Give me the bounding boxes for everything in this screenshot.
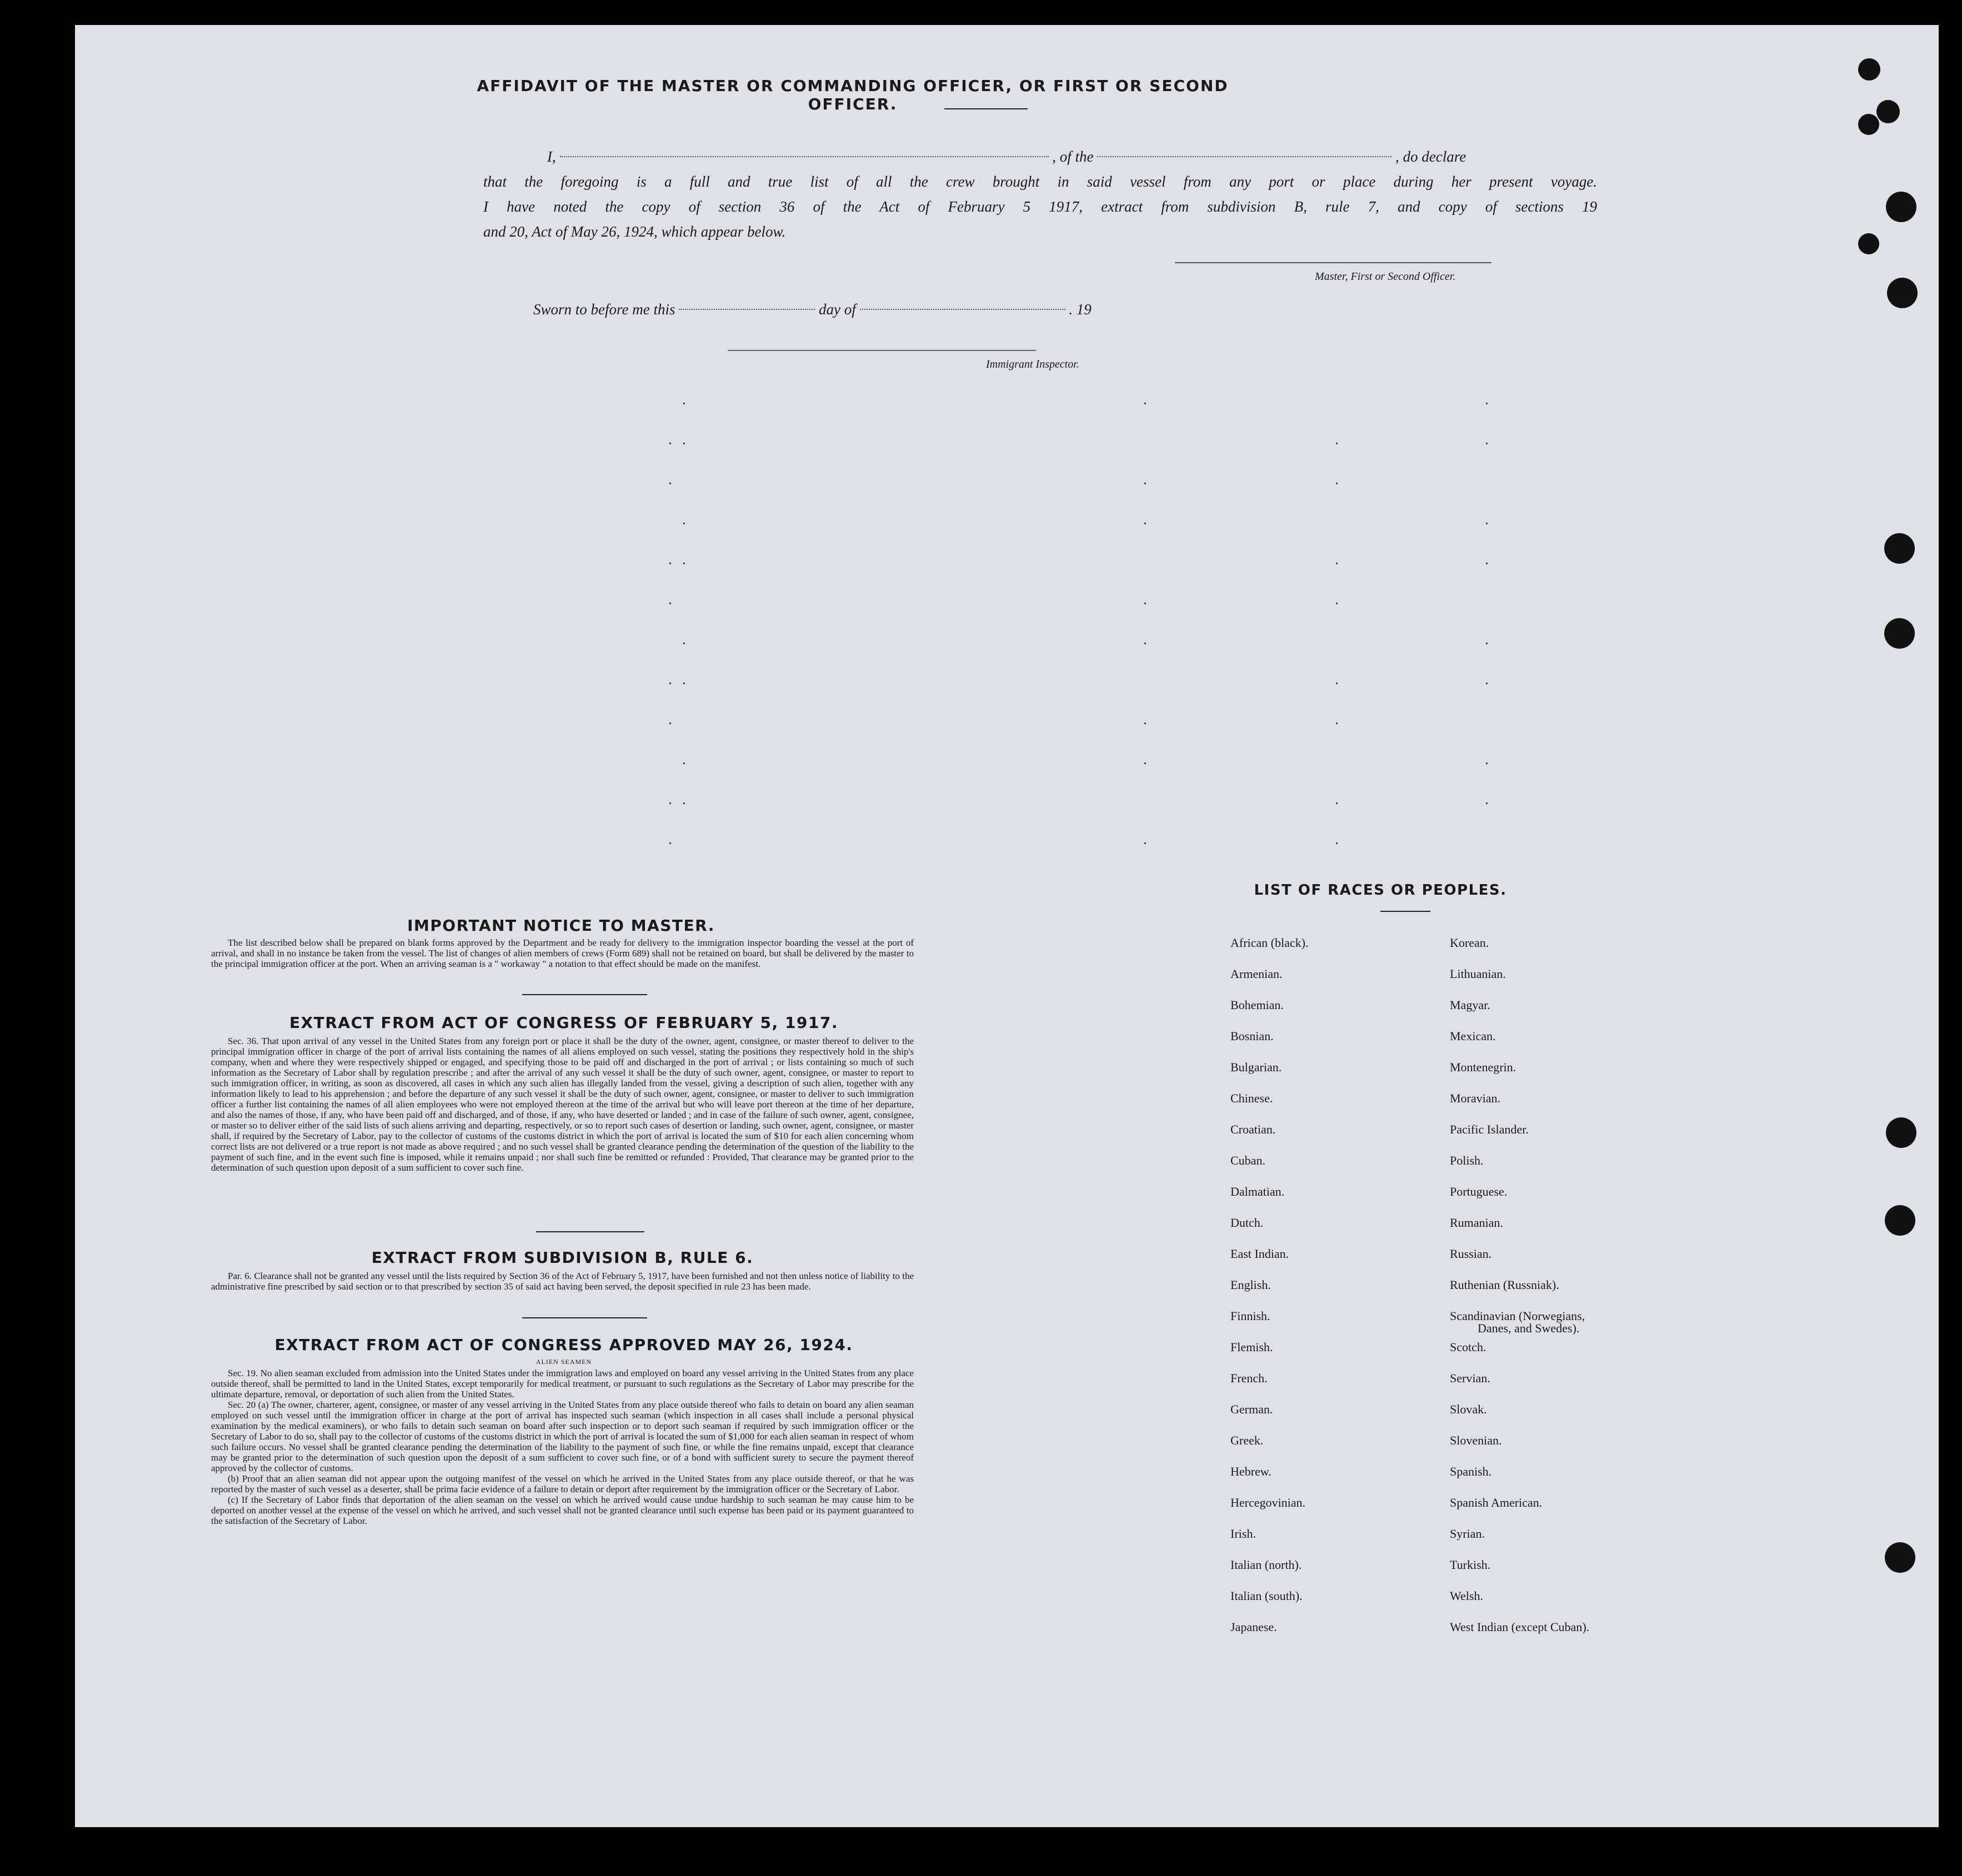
race-item: Portuguese.	[1450, 1185, 1508, 1198]
race-item: Montenegrin.	[1450, 1060, 1516, 1074]
race-item: Japanese.	[1230, 1620, 1277, 1634]
race-item: Lithuanian.	[1450, 967, 1506, 981]
race-item: West Indian (except Cuban).	[1450, 1620, 1590, 1634]
extract-1924-body	[211, 1368, 914, 1526]
punch-hole	[1886, 192, 1916, 222]
race-item-continuation: Danes, and Swedes).	[1478, 1321, 1580, 1335]
affidavit-line3: I have noted the copy of section 36 of the Act of February 5 1917, extract from subdivision B, rule 7, and copy of sections 19	[483, 198, 1597, 215]
faint-dot	[1144, 643, 1146, 644]
faint-dot	[1144, 603, 1146, 604]
race-item: Armenian.	[1230, 967, 1283, 981]
name-blank[interactable]	[560, 156, 1049, 157]
affidavit-line1	[547, 144, 1597, 169]
faint-dot	[1486, 643, 1488, 644]
faint-dot	[683, 683, 685, 684]
faint-dot	[1144, 763, 1146, 764]
faint-dot	[683, 763, 685, 764]
race-item: Turkish.	[1450, 1558, 1491, 1572]
notice-title: IMPORTANT NOTICE TO MASTER.	[407, 916, 715, 935]
affidavit-declare: , do declare	[1395, 148, 1467, 165]
faint-dot	[683, 403, 685, 404]
punch-hole	[1885, 1542, 1915, 1573]
sworn-month-blank[interactable]	[860, 309, 1065, 310]
faint-dot	[683, 563, 685, 564]
punch-hole	[1858, 58, 1880, 81]
races-left-column	[1230, 936, 1425, 1651]
master-caption: Master, First or Second Officer.	[1315, 270, 1456, 283]
faint-dot	[669, 563, 671, 564]
sworn-line	[533, 297, 1255, 322]
race-item: German.	[1230, 1402, 1273, 1416]
title-underline	[944, 108, 1028, 109]
race-item: Ruthenian (Russniak).	[1450, 1278, 1559, 1292]
notice-text: The list described below shall be prepared on blank forms approved by the Department and be ready for delivery to the immigration inspector boarding the vessel at the port of arrival, and shall in no instance be taken from the vessel. The list of changes of alien members of crews (Form 689) shall not be retained on board, but shall be delivered by the master to the principal immigration officer at the port. When an arriving seaman is a " workaway " a notation to that effect should be made on the manifest.	[211, 937, 914, 969]
divider-3	[522, 1317, 647, 1318]
race-item: English.	[1230, 1278, 1271, 1292]
race-item: Irish.	[1230, 1527, 1256, 1541]
inspector-caption: Immigrant Inspector.	[986, 358, 1079, 370]
race-item: Scotch.	[1450, 1340, 1486, 1354]
race-item: Pacific Islander.	[1450, 1122, 1529, 1136]
punch-hole	[1887, 278, 1918, 308]
affidavit-line2: that the foregoing is a full and true list of all the crew brought in said vessel from any port or place during her present voyage.	[483, 173, 1597, 190]
affidavit-of-the: , of the	[1052, 148, 1094, 165]
race-item: Flemish.	[1230, 1340, 1273, 1354]
faint-dot	[669, 802, 671, 804]
race-item: Polish.	[1450, 1153, 1484, 1167]
faint-dot	[1336, 723, 1338, 724]
faint-dot	[1144, 403, 1146, 404]
faint-dot	[683, 523, 685, 524]
faint-dot	[669, 483, 671, 484]
master-signature-line[interactable]	[1175, 262, 1491, 263]
faint-dot	[669, 842, 671, 844]
faint-dot	[1144, 842, 1146, 844]
sworn-day-blank[interactable]	[679, 309, 815, 310]
faint-dot	[1486, 683, 1488, 684]
race-item: Spanish American.	[1450, 1496, 1543, 1509]
extract-1924-title: EXTRACT FROM ACT OF CONGRESS APPROVED MAY 26, 1924.	[274, 1336, 853, 1354]
race-item: Chinese.	[1230, 1091, 1273, 1105]
race-item: Bohemian.	[1230, 998, 1284, 1012]
faint-dot	[1144, 723, 1146, 724]
faint-dot	[1336, 683, 1338, 684]
race-item: Dalmatian.	[1230, 1185, 1285, 1198]
race-item: Syrian.	[1450, 1527, 1485, 1541]
races-underline	[1380, 911, 1430, 912]
punch-hole	[1858, 233, 1879, 254]
race-item: Magyar.	[1450, 998, 1490, 1012]
faint-dot	[669, 683, 671, 684]
faint-dot	[1486, 523, 1488, 524]
punch-hole	[1884, 618, 1915, 649]
race-item: East Indian.	[1230, 1247, 1289, 1261]
faint-dot	[1336, 563, 1338, 564]
inspector-signature-line[interactable]	[728, 350, 1036, 351]
notice-body	[211, 937, 914, 969]
race-item: Italian (north).	[1230, 1558, 1302, 1572]
faint-dot	[1336, 603, 1338, 604]
faint-dot	[1144, 483, 1146, 484]
divider-2	[536, 1231, 644, 1232]
race-item: Rumanian.	[1450, 1216, 1503, 1230]
race-item: Slovak.	[1450, 1402, 1487, 1416]
race-item: Moravian.	[1450, 1091, 1501, 1105]
race-item: Dutch.	[1230, 1216, 1264, 1230]
sec-20c-text: (c) If the Secretary of Labor finds that deportation of the alien seaman on the vessel on which he arrived would cause undue hardship to such seaman he may cause him to be deported on another vessel at the expense of the vessel on which he arrived, and such vessel shall not be granted clearance until such expense has been paid or its payment guaranteed to the satisfaction of the Secretary of Labor.	[211, 1494, 914, 1526]
divider-1	[522, 994, 647, 995]
faint-dot	[669, 723, 671, 724]
race-item: Servian.	[1450, 1371, 1490, 1385]
faint-dot	[669, 603, 671, 604]
sec-20b-text: (b) Proof that an alien seaman did not appear upon the outgoing manifest of the vessel on which he arrived in the United States from any place outside thereof, or that he was reported by the master of such vessel as a deserter, shall be prima facie evidence of a failure to detain or deport after requirement by the immigration officer or the Secretary of Labor.	[211, 1473, 914, 1494]
punch-hole	[1885, 1205, 1915, 1236]
race-item: Russian.	[1450, 1247, 1492, 1261]
faint-dot	[1144, 523, 1146, 524]
race-item: Greek.	[1230, 1433, 1264, 1447]
race-item: Hebrew.	[1230, 1464, 1272, 1478]
faint-dot	[1486, 802, 1488, 804]
faint-dot	[1336, 483, 1338, 484]
faint-dot	[1486, 443, 1488, 444]
extract-1917-body	[211, 1036, 914, 1173]
affidavit-title: AFFIDAVIT OF THE MASTER OR COMMANDING OFFICER, OR FIRST OR SECOND OFFICER.	[477, 77, 1229, 113]
punch-hole	[1884, 533, 1915, 564]
race-item: Spanish.	[1450, 1464, 1492, 1478]
affidavit-i: I,	[547, 148, 556, 165]
faint-dot	[1336, 802, 1338, 804]
punch-hole	[1876, 100, 1900, 123]
day-of-text: day of	[819, 301, 856, 318]
faint-dot	[683, 643, 685, 644]
race-item: Slovenian.	[1450, 1433, 1502, 1447]
sec-19-text: Sec. 19. No alien seaman excluded from admission into the United States under the immigration laws and employed on board any vessel arriving in the United States from any place outside thereof, shall be permitted to land in the United States, except temporarily for medical treatment, or pursuant to such regulations as the Secretary of Labor may prescribe for the ultimate departure, removal, or deportation of such alien from the United States.	[211, 1368, 914, 1400]
rule6-title: EXTRACT FROM SUBDIVISION B, RULE 6.	[371, 1248, 754, 1267]
race-item: Bulgarian.	[1230, 1060, 1282, 1074]
race-item: Mexican.	[1450, 1029, 1496, 1043]
sworn-text: Sworn to before me this	[533, 301, 675, 318]
races-title: LIST OF RACES OR PEOPLES.	[1254, 882, 1507, 899]
punch-hole	[1858, 114, 1879, 135]
race-item: French.	[1230, 1371, 1268, 1385]
faint-dot	[1336, 443, 1338, 444]
race-item: Cuban.	[1230, 1153, 1265, 1167]
punch-hole	[1886, 1117, 1916, 1148]
race-item: Korean.	[1450, 936, 1489, 950]
faint-dot	[1486, 763, 1488, 764]
faint-dot	[683, 802, 685, 804]
race-item: Italian (south).	[1230, 1589, 1303, 1603]
race-item: Finnish.	[1230, 1309, 1270, 1323]
faint-dot	[1486, 403, 1488, 404]
sec-36-text: Sec. 36. That upon arrival of any vessel in the United States from any foreign port or place it shall be the duty of the owner, agent, consignee, or master thereof to deliver to the principal immigration officer in charge of the port of arrival lists containing the names of all aliens employed on such vessel, stating the positions they respectively hold in the ship's company, when and where they were respectively shipped or engaged, and specifying those to be paid off and discharged in the port of arrival ; or lists containing so much of such information as the Secretary of Labor shall by regulation prescribe ; and after the arrival of any such vessel it shall be the duty of such owner, agent, consignee, or master to report to such immigration officer, in writing, as soon as discovered, all cases in which any such alien has illegally landed from the vessel, giving a description of such alien, together with any information likely to lead to his apprehension ; and before the departure of any such vessel it shall be the duty of such owner, agent, consignee, or master to deliver to such immigration officer a further list containing the names of all alien employees who were not employed thereon at the time of the arrival but who will leave port thereon at the time of her departure, and also the names of those, if any, who have been paid off and discharged, and of those, if any, who have deserted or landed ; and in case of the failure of such owner, agent, consignee, or master so to deliver either of the said lists of such aliens arriving and departing, respectively, or so to report such cases of desertion or landing, such owner, agent, consignee, or master shall, if required by the Secretary of Labor, pay to the collector of customs of the customs district in which the port of arrival is located the sum of $10 for each alien concerning whom correct lists are not delivered or a true report is not made as above required ; and no such vessel shall be granted clearance pending the determination of the question of the liability to the payment of such fine, and in the event such fine is imposed, while it remains unpaid ; nor shall such fine be remitted or refunded : Provided, That clearance may be granted prior to the determination of such question upon deposit of a sum sufficient to cover such fine.	[211, 1036, 914, 1173]
year-prefix: . 19	[1069, 301, 1092, 318]
vessel-blank[interactable]	[1097, 156, 1392, 157]
race-item: Bosnian.	[1230, 1029, 1274, 1043]
par-6-text: Par. 6. Clearance shall not be granted any vessel until the lists required by Section 36 of the Act of February 5, 1917, have been furnished and not then unless notice of liability to the administrative fine prescribed by said section or to that prescribed by section 35 of said act having been served, the deposit specified in rule 23 has been made.	[211, 1271, 914, 1292]
affidavit-line4: and 20, Act of May 26, 1924, which appear below.	[483, 223, 786, 240]
faint-dot	[1486, 563, 1488, 564]
race-item: Welsh.	[1450, 1589, 1483, 1603]
race-item: Hercegovinian.	[1230, 1496, 1305, 1509]
faint-dot	[1336, 842, 1338, 844]
extract-1917-title: EXTRACT FROM ACT OF CONGRESS OF FEBRUARY 5, 1917.	[289, 1014, 838, 1032]
alien-seamen-subtitle: ALIEN SEAMEN	[535, 1358, 592, 1366]
races-right-column: Korean. Lithuanian. Magyar. Mexican. Montenegrin. Moravian. Pacific Islander. Polish. Portuguese. Rumanian. Russian. Ruthenian (Russniak). Scandinavian (Norwegians, Danes, and Swedes). Scotch. Servian. Slovak. Slovenian. Spanish. Spanish American. Syrian. Turkish. Welsh. West Indian (except Cuban).	[1450, 936, 1672, 1651]
rule6-body	[211, 1271, 914, 1292]
race-item: Croatian.	[1230, 1122, 1276, 1136]
sec-20a-text: Sec. 20 (a) The owner, charterer, agent, consignee, or master of any vessel arriving in the United States from any place outside thereof who fails to detain on board any alien seaman employed on such vessel until the immigration officer in charge at the port of arrival has inspected such seaman (which inspection in all cases shall include a personal physical examination by the medical examiners), or who fails to detain such seaman on board after such inspection or to deport such seaman if required by such immigration officer or the Secretary of Labor to do so, shall pay to the collector of customs of the customs district in which the port of arrival is located the sum of $1,000 for each alien seaman in respect of whom such failure occurs. No vessel shall be granted clearance pending the determination of the liability to the payment of such fine, or while the fine remains unpaid, except that clearance may be granted prior to the determination of such question upon the deposit of a sum sufficient to cover such fine, or of a bond with sufficient surety to secure the payment thereof approved by the collector of customs.	[211, 1400, 914, 1473]
faint-dot	[683, 443, 685, 444]
document-page	[75, 25, 1939, 1827]
race-item: African (black).	[1230, 936, 1309, 950]
faint-dot	[669, 443, 671, 444]
